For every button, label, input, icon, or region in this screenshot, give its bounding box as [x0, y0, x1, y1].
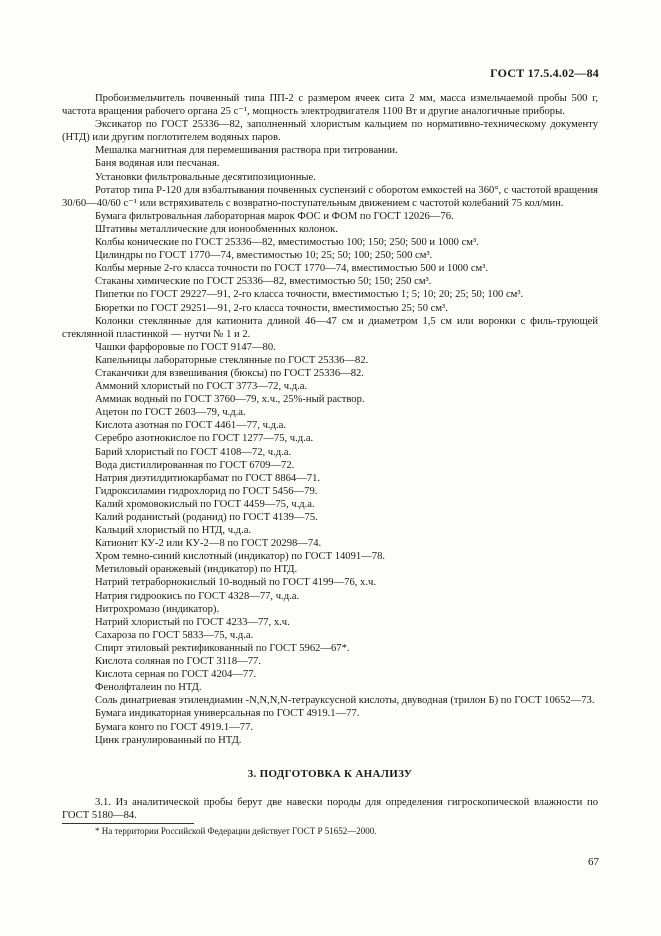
- list-item: Нитрохромазо (индикатор).: [95, 603, 220, 615]
- footnote: * На территории Российской Федерации действует ГОСТ Р 51652—2000.: [95, 826, 377, 836]
- list-item: Чашки фарфоровые по ГОСТ 9147—80.: [95, 341, 276, 353]
- list-item: Сахароза по ГОСТ 5833—75, ч.д.а.: [95, 629, 254, 641]
- list-item: Мешалка магнитная для перемешивания раствора при титровании.: [95, 145, 398, 157]
- list-item: Аммиак водный по ГОСТ 3760—79, х.ч., 25%-ный раствор.: [95, 394, 365, 406]
- list-item: Вода дистиллированная по ГОСТ 6709—72.: [95, 459, 295, 471]
- list-item: Ротатор типа Р-120 для взбалтывания почвенных суспензий с оборотом емкостей на 360°, с частотой вращения 30/60—40/60 с⁻¹ или встряхиватель с возвратно-поступательным движением с частотой колебаний 75 кол/мин.: [62, 184, 598, 209]
- list-item: Штативы металлические для ионообменных колонок.: [95, 223, 338, 235]
- list-item: Серебро азотнокислое по ГОСТ 1277—75, ч.д.а.: [95, 433, 314, 445]
- list-item: Колбы конические по ГОСТ 25336—82, вместимостью 100; 150; 250; 500 и 1000 см³.: [95, 237, 479, 249]
- list-item: Бумага конго по ГОСТ 4919.1—77.: [95, 721, 254, 733]
- list-item: Натрий хлористый по ГОСТ 4233—77, х.ч.: [95, 616, 290, 628]
- section-paragraph: 3.1. Из аналитической пробы берут две навески породы для определения гигроскопической влажности по ГОСТ 5180—84.: [62, 797, 598, 822]
- list-item: Цилиндры по ГОСТ 1770—74, вместимостью 10; 25; 50; 100; 250; 500 см³.: [95, 250, 433, 262]
- list-item: Пробоизмельчитель почвенный типа ПП-2 с размером ячеек сита 2 мм, масса измельчаемой пробы 500 г, частота вращения рабочего органа 25 с⁻¹, мощность электродвигателя 1100 Вт и другие аналогичные приборы.: [62, 93, 598, 118]
- section-paragraph-block: [62, 796, 598, 822]
- list-item: Бумага индикаторная универсальная по ГОСТ 4919.1—77.: [95, 708, 360, 720]
- list-item: Барий хлористый по ГОСТ 4108—72, ч.д.а.: [95, 446, 292, 458]
- list-item: Ацетон по ГОСТ 2603—79, ч.д.а.: [95, 407, 246, 419]
- list-item: Калий хромовокислый по ГОСТ 4459—75, ч.д.а.: [95, 498, 315, 510]
- list-item: Кислота азотная по ГОСТ 4461—77, ч.д.а.: [95, 420, 286, 432]
- list-item: Натрий тетраборнокислый 10-водный по ГОСТ 4199—76, х.ч.: [95, 577, 376, 589]
- list-item: Пипетки по ГОСТ 29227—91, 2-го класса точности, вместимостью 1; 5; 10; 20; 25; 50; 100 см³.: [95, 289, 524, 301]
- list-item: Кислота соляная по ГОСТ 3118—77.: [95, 656, 261, 668]
- list-item: Эксикатор по ГОСТ 25336—82, заполненный хлористым кальцием по нормативно-техническому документу (НТД) или другим поглотителем водяных паров.: [62, 119, 598, 144]
- list-item: Натрия диэтилдитиокарбамат по ГОСТ 8864—71.: [95, 472, 321, 484]
- list-item: Капельницы лабораторные стеклянные по ГОСТ 25336—82.: [95, 354, 369, 366]
- document-header: ГОСТ 17.5.4.02—84: [490, 66, 599, 80]
- list-item: Стаканы химические по ГОСТ 25336—82, вместимостью 50; 150; 250 см³.: [95, 276, 432, 288]
- list-item: Гидроксиламин гидрохлорид по ГОСТ 5456—79.: [95, 485, 318, 497]
- list-item: Цинк гранулированный по НТД.: [95, 734, 242, 746]
- list-item: Бюретки по ГОСТ 29251—91, 2-го класса точности, вместимостью 25; 50 см³.: [95, 302, 448, 314]
- list-item: Метиловый оранжевый (индикатор) по НТД.: [95, 564, 298, 576]
- list-item: Баня водяная или песчаная.: [95, 158, 220, 170]
- list-item: Соль динатриевая этилендиамин -N,N,N,N-тетрауксусной кислоты, двуводная (трилон Б) по ГОСТ 10652—73.: [95, 695, 595, 707]
- section-title: 3. ПОДГОТОВКА К АНАЛИЗУ: [247, 768, 413, 780]
- list-item: Колбы мерные 2-го класса точности по ГОСТ 1770—74, вместимостью 500 и 1000 см³.: [95, 263, 489, 275]
- list-item: Хром темно-синий кислотный (индикатор) по ГОСТ 14091—78.: [95, 551, 386, 563]
- list-item: Кальций хлористый по НТД, ч.д.а.: [95, 525, 252, 537]
- page-number: 67: [588, 856, 599, 868]
- list-item: Фенолфталеин по НТД.: [95, 682, 202, 694]
- list-item: Калий роданистый (роданид) по ГОСТ 4139—75.: [95, 512, 318, 523]
- list-item: Кислота серная по ГОСТ 4204—77.: [95, 669, 257, 681]
- equipment-list: [62, 92, 598, 747]
- footnote-divider: [62, 823, 194, 824]
- list-item: Бумага фильтровальная лабораторная марок ФОС и ФОМ по ГОСТ 12026—76.: [95, 210, 454, 222]
- list-item: Натрия гидроокись по ГОСТ 4328—77, ч.д.а.: [95, 590, 300, 602]
- list-item: Стаканчики для взвешивания (бюксы) по ГОСТ 25336—82.: [95, 367, 364, 379]
- list-item: Спирт этиловый ректификованный по ГОСТ 5962—67*.: [95, 642, 350, 654]
- list-item: Аммоний хлористый по ГОСТ 3773—72, ч.д.а.: [95, 381, 308, 393]
- list-item: Установки фильтровальные десятипозиционные.: [95, 171, 316, 183]
- list-item: Катионит КУ-2 или КУ-2—8 по ГОСТ 20298—74.: [95, 538, 322, 550]
- list-item: Колонки стеклянные для катионита длиной 46—47 см и диаметром 1,5 см или воронки с филь-трующей стеклянной пластинкой — нутчи № 1 и 2.: [62, 315, 598, 340]
